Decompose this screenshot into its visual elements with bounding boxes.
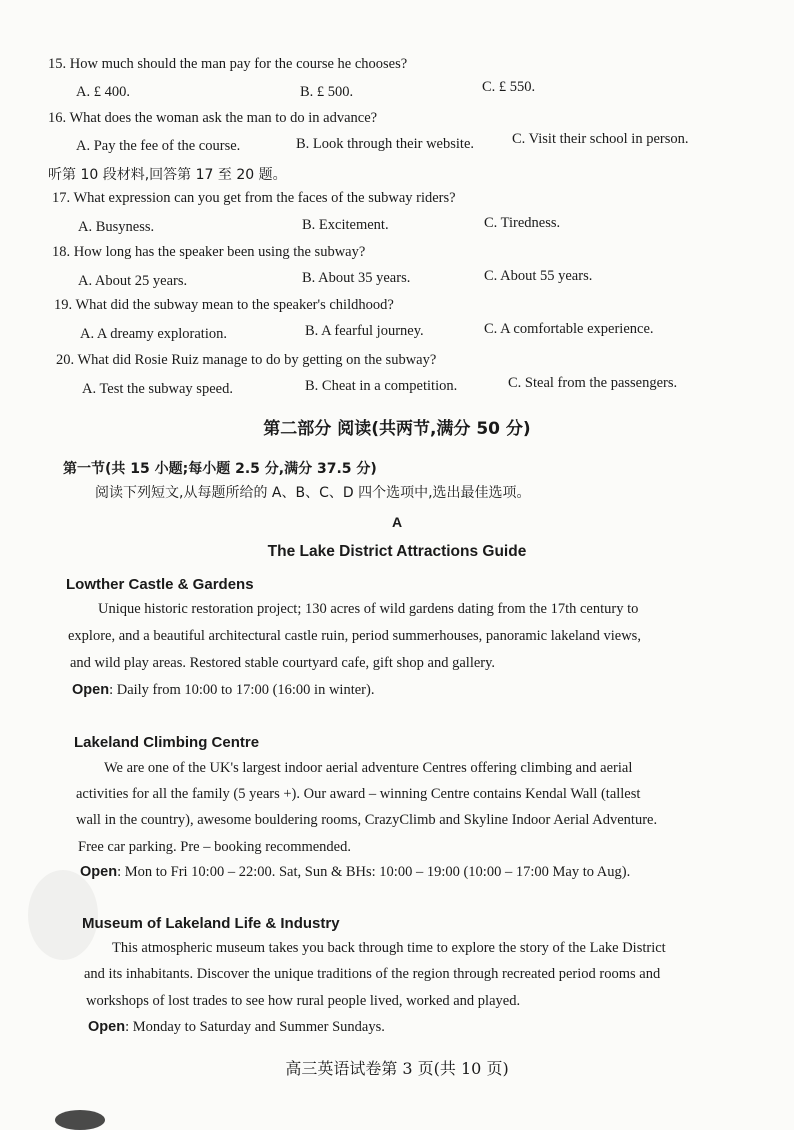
opening-hours: [72, 682, 374, 699]
q16-option-b: B. Look through their website.: [296, 136, 475, 152]
open-label: Open: [80, 864, 118, 880]
question-19: 19. What did the subway mean to the speaker's childhood?: [54, 297, 394, 313]
q19-option-b: B. A fearful journey.: [305, 323, 424, 339]
page-footer: 高三英语试卷第 3 页(共 10 页): [285, 1059, 509, 1078]
q18-option-b: B. About 35 years.: [302, 270, 411, 286]
attraction-text-line: activities for all the family (5 years +). Our award – winning Centre contains Kendal Wall (tallest: [76, 786, 641, 802]
q18-option-a: A. About 25 years.: [78, 273, 188, 289]
passage-letter: A: [391, 514, 403, 530]
attraction-text-line: and its inhabitants. Discover the unique traditions of the region through recreated period rooms and: [84, 966, 661, 982]
open-label: Open: [72, 682, 110, 698]
q17-option-a: A. Busyness.: [78, 219, 155, 235]
q20-option-a: A. Test the subway speed.: [82, 381, 233, 397]
q20-option-c: C. Steal from the passengers.: [508, 375, 678, 391]
attraction-heading: Lowther Castle & Gardens: [66, 576, 254, 593]
q15-option-c: C. £ 550.: [482, 79, 536, 95]
scan-smudge: [55, 1110, 105, 1130]
q19-option-c: C. A comfortable experience.: [484, 321, 654, 337]
attraction-text-line: and wild play areas. Restored stable courtyard cafe, gift shop and gallery.: [70, 655, 496, 671]
opening-hours: [88, 1019, 385, 1036]
open-text: : Monday to Saturday and Summer Sundays.: [125, 1019, 385, 1035]
q20-option-b: B. Cheat in a competition.: [305, 378, 458, 394]
q17-option-c: C. Tiredness.: [484, 215, 561, 231]
reading-instruction: 阅读下列短文,从每题所给的 A、B、C、D 四个选项中,选出最佳选项。: [95, 485, 531, 501]
open-text: : Mon to Fri 10:00 – 22:00. Sat, Sun & BHs: 10:00 – 19:00 (10:00 – 17:00 May to Aug).: [117, 864, 631, 880]
attraction-heading: Museum of Lakeland Life & Industry: [82, 915, 340, 932]
attraction-text-line: explore, and a beautiful architectural castle ruin, period summerhouses, panoramic lakeland views,: [68, 628, 641, 644]
attraction-text-line: wall in the country), awesome bouldering rooms, CrazyClimb and Skyline Indoor Aerial Adventure.: [76, 812, 658, 828]
attraction-text-line: workshops of lost trades to see how rural people lived, worked and played.: [86, 993, 521, 1009]
attraction-text-line: Unique historic restoration project; 130 acres of wild gardens dating from the 17th century to: [98, 601, 639, 617]
q19-option-a: A. A dreamy exploration.: [80, 326, 227, 342]
attraction-text-line: This atmospheric museum takes you back through time to explore the story of the Lake District: [112, 940, 666, 956]
attraction-text-line: We are one of the UK's largest indoor aerial adventure Centres offering climbing and aerial: [104, 760, 633, 776]
material-note: 听第 10 段材料,回答第 17 至 20 题。: [48, 167, 287, 183]
attraction-heading: Lakeland Climbing Centre: [74, 734, 260, 751]
attraction-text-line: Free car parking. Pre – booking recommended.: [78, 839, 351, 855]
question-20: 20. What did Rosie Ruiz manage to do by getting on the subway?: [56, 352, 437, 368]
part-title: 第二部分 阅读(共两节,满分 50 分): [263, 419, 531, 439]
question-15: 15. How much should the man pay for the course he chooses?: [48, 56, 408, 72]
opening-hours: [80, 864, 630, 881]
question-18: 18. How long has the speaker been using the subway?: [52, 244, 366, 260]
q15-option-a: A. £ 400.: [76, 84, 130, 100]
guide-title: The Lake District Attractions Guide: [267, 543, 527, 560]
q17-option-b: B. Excitement.: [302, 217, 389, 233]
q15-option-b: B. £ 500.: [300, 84, 354, 100]
question-17: 17. What expression can you get from the faces of the subway riders?: [52, 190, 456, 206]
open-label: Open: [88, 1019, 126, 1035]
open-text: : Daily from 10:00 to 17:00 (16:00 in winter).: [109, 682, 375, 698]
q16-option-a: A. Pay the fee of the course.: [76, 138, 241, 154]
q18-option-c: C. About 55 years.: [484, 268, 593, 284]
section-title: 第一节(共 15 小题;每小题 2.5 分,满分 37.5 分): [63, 461, 377, 477]
q16-option-c: C. Visit their school in person.: [512, 131, 689, 147]
question-16: 16. What does the woman ask the man to do in advance?: [48, 110, 378, 126]
